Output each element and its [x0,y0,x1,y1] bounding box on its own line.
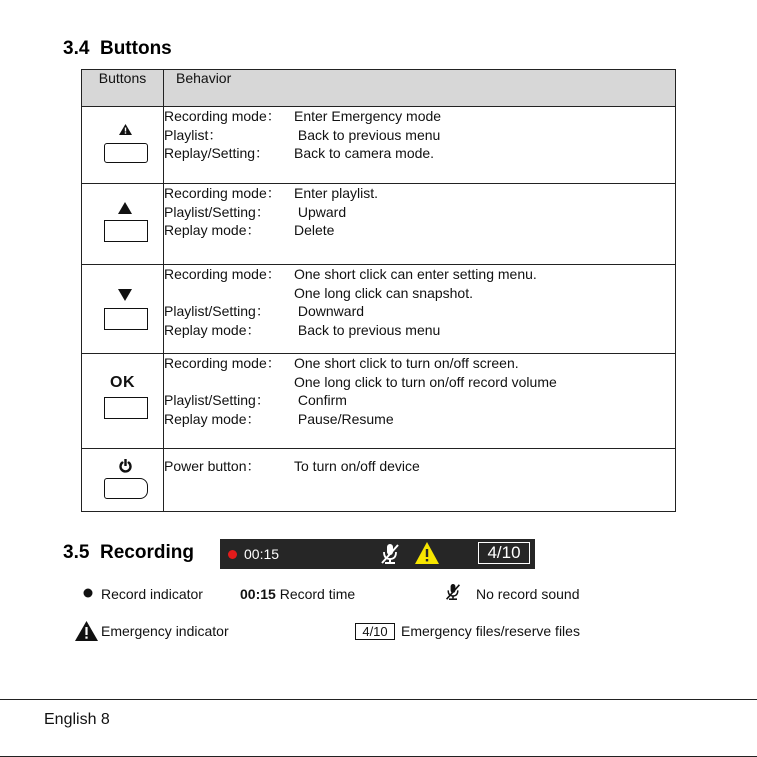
buttons-table [81,69,676,512]
behavior-line [164,184,675,203]
mode-action: Upward [294,203,347,220]
mode-label [164,373,294,392]
legend-time-value: 00:15 [240,586,276,602]
key-cell [82,449,164,512]
table-header-row [82,70,676,107]
mode-action: One short click to turn on/off screen. [294,355,519,371]
status-file-count: 4/10 [478,542,530,564]
table-row [82,265,676,354]
ok-key-label: OK [110,374,135,391]
mode-action: To turn on/off device [294,458,420,474]
mode-label: Playlist： [164,126,223,143]
record-dot-icon [228,550,237,559]
section-title-recording [63,542,194,564]
section-heading: Recording [99,542,194,563]
mode-label: Replay mode： [164,222,261,239]
warning-triangle-icon [119,124,132,135]
behavior-line [164,144,675,163]
power-button[interactable] [104,478,148,499]
legend-no-record-sound: No record sound [476,586,580,602]
key-button[interactable] [104,143,148,163]
legend-time-label: Record time [279,586,356,602]
behavior-line [164,284,675,303]
behavior-line [164,302,675,321]
mic-muted-icon [380,543,400,565]
header-behavior: Behavior [164,70,676,107]
mode-label: Recording mode： [164,355,281,371]
key-cell [82,265,164,354]
emergency-indicator-icon [75,621,98,641]
section-heading: Buttons [99,38,172,59]
up-triangle-icon [118,202,132,214]
mode-action: Downward [294,303,365,320]
page-footer: English 8 [44,711,110,728]
behavior-line [164,410,675,429]
mode-label: Replay mode： [164,410,261,427]
record-indicator-icon [83,588,93,598]
mode-action: Back to previous menu [294,126,441,143]
behavior-line [164,373,675,392]
mode-label [164,284,294,303]
behavior-cell [164,449,676,512]
header-buttons: Buttons [82,70,164,107]
status-record-time: 00:15 [244,546,280,562]
behavior-line [164,107,675,126]
behavior-line [164,203,675,222]
mode-label: Power button： [164,458,261,474]
mode-label: Recording mode： [164,108,281,124]
mode-action: Enter playlist. [294,185,379,201]
mode-label: Playlist/Setting： [164,203,270,220]
mode-action: One short click can enter setting menu. [294,266,537,282]
section-number: 3.4 [63,38,90,59]
down-triangle-icon [118,289,132,301]
key-button[interactable] [104,308,148,330]
mode-label: Recording mode： [164,266,281,282]
ok-button[interactable] [104,397,148,419]
mode-label: Playlist/Setting： [164,303,270,320]
power-icon [119,459,132,473]
legend-count-box: 4/10 [355,623,395,640]
behavior-cell [164,107,676,184]
footer-rule-top [0,699,757,700]
mic-muted-icon [445,582,461,602]
key-cell [82,184,164,265]
behavior-cell [164,184,676,265]
mode-action: Enter Emergency mode [294,108,442,124]
mode-action: One long click can snapshot. [294,284,473,301]
behavior-line [164,265,675,284]
behavior-line [164,126,675,145]
section-number: 3.5 [63,542,90,563]
key-button[interactable] [104,220,148,242]
mode-label: Replay/Setting： [164,145,270,162]
behavior-line [164,321,675,340]
mode-label: Replay mode： [164,321,261,338]
key-cell [82,354,164,449]
behavior-cell [164,354,676,449]
table-row [82,107,676,184]
behavior-line [164,354,675,373]
behavior-cell [164,265,676,354]
mode-label: Playlist/Setting： [164,392,270,409]
recording-status-bar [220,539,535,569]
behavior-line [164,391,675,410]
table-row [82,184,676,265]
table-row [82,354,676,449]
mode-label: Recording mode： [164,185,281,201]
legend-record-indicator: Record indicator [101,586,203,602]
legend-record-time [240,586,355,602]
mode-action: Delete [294,222,335,239]
legend-emergency-files: Emergency files/reserve files [401,623,580,639]
key-cell [82,107,164,184]
mode-action: Back to camera mode. [294,145,435,162]
mode-action: One long click to turn on/off record volume [294,373,557,390]
table-row [82,449,676,512]
mode-action: Pause/Resume [294,410,394,427]
mode-action: Back to previous menu [294,321,441,338]
behavior-line [164,221,675,240]
mode-action: Confirm [294,392,347,409]
warning-icon [414,541,440,565]
legend-emergency-indicator: Emergency indicator [101,623,229,639]
section-title-buttons [63,38,172,60]
behavior-line [164,457,675,476]
